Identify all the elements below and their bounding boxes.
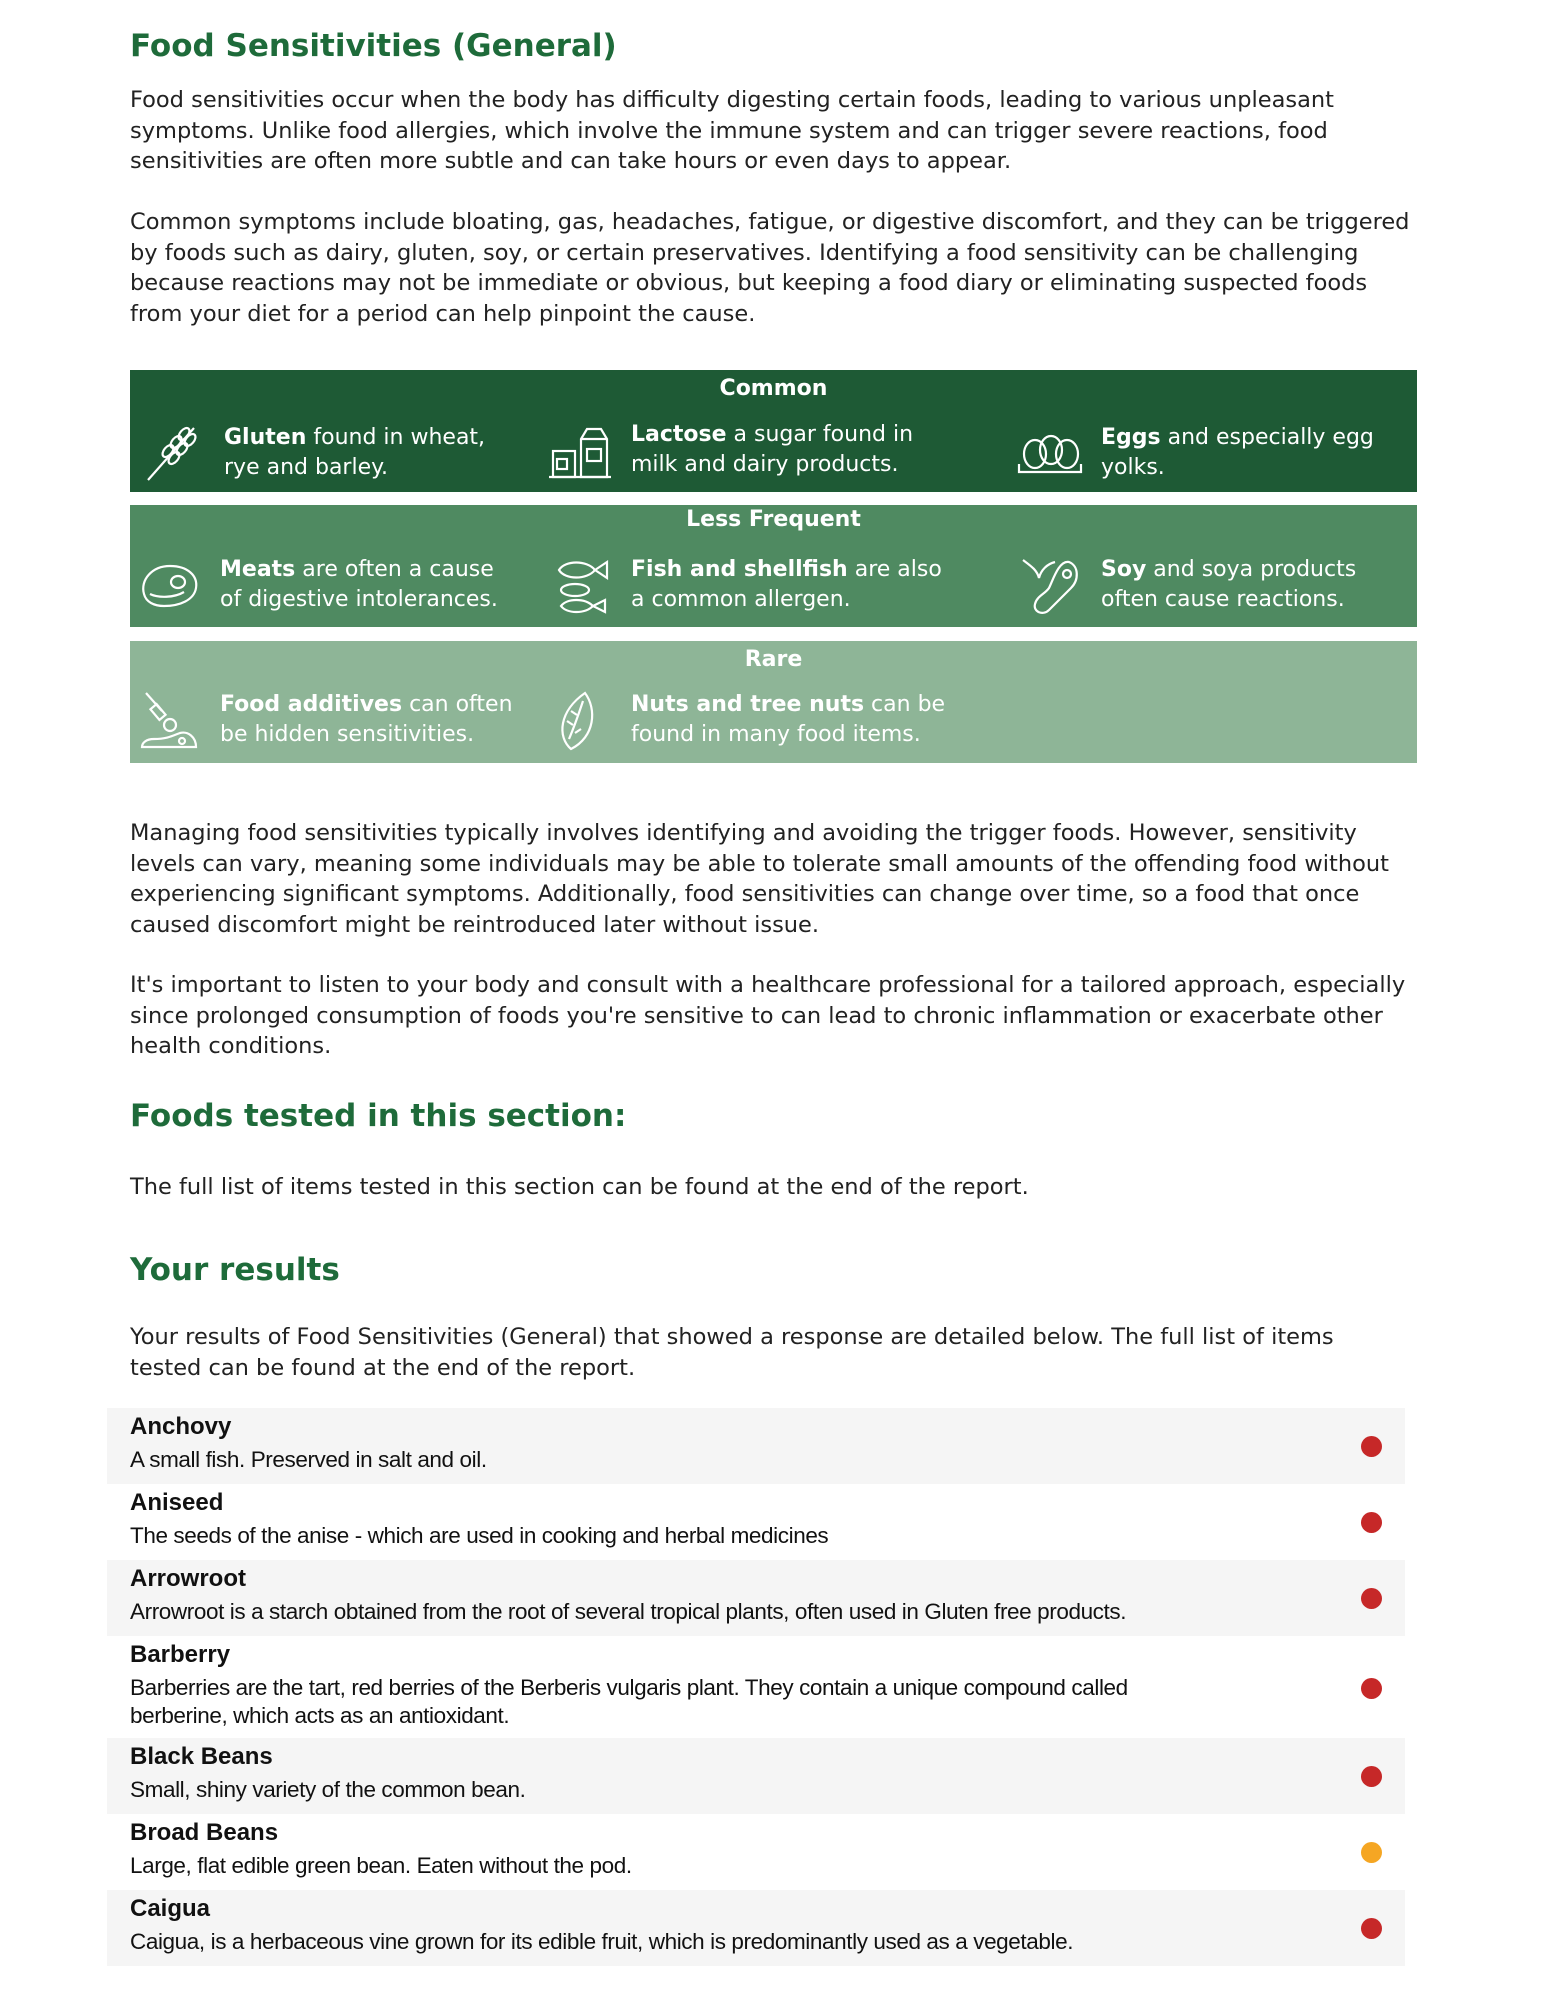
result-name: Aniseed xyxy=(130,1489,224,1516)
band-item-lactose xyxy=(545,415,931,485)
band-title: Rare xyxy=(744,647,803,672)
result-name: Black Beans xyxy=(130,1743,273,1770)
almond-icon xyxy=(545,685,615,755)
status-dot xyxy=(1361,1842,1382,1863)
band-title: Less Frequent xyxy=(686,507,861,532)
result-row xyxy=(107,1890,1405,1966)
band-item-eggs xyxy=(1015,418,1401,488)
results-heading: Your results xyxy=(130,1252,340,1288)
result-name: Barberry xyxy=(130,1641,231,1668)
band-common xyxy=(130,370,1417,492)
additives-icon xyxy=(134,685,204,755)
manage-paragraph-2: It's important to listen to your body and consult with a healthcare professional for a tailored approach, especially since prolonged consumption of foods you're sensitive to can lead to chronic inflammation or exacerbate other health conditions. xyxy=(130,972,1406,1059)
band-item-soy xyxy=(1015,550,1401,620)
band-item-text: Meats are often a cause of digestive intolerances. xyxy=(220,557,498,612)
wheat-icon xyxy=(138,418,208,488)
manage-paragraph-1: Managing food sensitivities typically involves identifying and avoiding the trigger foods. However, sensitivity levels can vary, meaning some individuals may be able to tolerate small amounts of the offending food without experiencing significant symptoms. Additionally, food sensitivities can change over time, so a food that once caused discomfort might be reintroduced later without issue. xyxy=(130,820,1389,938)
seafood-icon xyxy=(545,550,615,620)
result-row xyxy=(107,1408,1405,1484)
milk-icon xyxy=(545,415,615,485)
status-dot xyxy=(1361,1512,1382,1533)
result-description: Caigua, is a herbaceous vine grown for its edible fruit, which is predominantly used as a vegetable. xyxy=(130,1929,1074,1954)
result-row xyxy=(107,1738,1405,1814)
result-description: Barberries are the tart, red berries of the Berberis vulgaris plant. They contain a unique compound called berberine, which acts as an antioxidant. xyxy=(130,1675,1128,1728)
band-item-meats xyxy=(134,550,520,620)
result-description: The seeds of the anise - which are used in cooking and herbal medicines xyxy=(130,1523,829,1548)
result-description: Arrowroot is a starch obtained from the root of several tropical plants, often used in Gluten free products. xyxy=(130,1599,1127,1624)
band-item-fish xyxy=(545,550,951,620)
status-dot xyxy=(1361,1588,1382,1609)
result-description: A small fish. Preserved in salt and oil. xyxy=(130,1447,487,1472)
band-item-text: Gluten found in wheat, rye and barley. xyxy=(224,425,486,480)
result-row xyxy=(107,1560,1405,1636)
band-title: Common xyxy=(719,376,828,401)
result-row xyxy=(107,1484,1405,1560)
tested-heading: Foods tested in this section: xyxy=(130,1098,627,1134)
steak-icon xyxy=(134,550,204,620)
band-item-text: Eggs and especially egg yolks. xyxy=(1101,425,1374,480)
band-item-text: Food additives can often be hidden sensitivities. xyxy=(220,692,513,747)
status-dot xyxy=(1361,1678,1382,1699)
result-name: Arrowroot xyxy=(130,1565,246,1592)
intro-paragraph-1: Food sensitivities occur when the body has difficulty digesting certain foods, leading to various unpleasant symptoms. Unlike food allergies, which involve the immune system and can trigger severe reactions, food sensitivities are often more subtle and can take hours or even days to appear. xyxy=(130,87,1334,174)
result-description: Small, shiny variety of the common bean. xyxy=(130,1777,526,1802)
result-row xyxy=(107,1636,1405,1738)
status-dot xyxy=(1361,1766,1382,1787)
status-dot xyxy=(1361,1918,1382,1939)
result-row xyxy=(107,1814,1405,1890)
eggs-icon xyxy=(1015,418,1085,488)
band-item-nuts xyxy=(545,685,951,755)
band-item-additives xyxy=(134,685,530,755)
result-name: Caigua xyxy=(130,1895,211,1922)
band-item-text: Fish and shellfish are also a common allergen. xyxy=(631,557,942,612)
band-item-text: Lactose a sugar found in milk and dairy products. xyxy=(631,422,914,477)
status-dot xyxy=(1361,1436,1382,1457)
soybean-icon xyxy=(1015,550,1085,620)
band-rare xyxy=(130,641,1417,763)
result-name: Anchovy xyxy=(130,1413,232,1440)
section-heading: Food Sensitivities (General) xyxy=(130,28,617,64)
result-description: Large, flat edible green bean. Eaten without the pod. xyxy=(130,1853,632,1878)
band-item-gluten xyxy=(138,418,514,488)
intro-paragraph-2: Common symptoms include bloating, gas, headaches, fatigue, or digestive discomfort, and they can be triggered by foods such as dairy, gluten, soy, or certain preservatives. Identifying a food sensitivity can be challenging because reactions may not be immediate or obvious, but keeping a food diary or eliminating suspected foods from your diet for a period can help pinpoint the cause. xyxy=(130,209,1410,327)
result-name: Broad Beans xyxy=(130,1819,279,1846)
band-item-text: Nuts and tree nuts can be found in many food items. xyxy=(631,692,946,747)
tested-paragraph: The full list of items tested in this section can be found at the end of the report. xyxy=(130,1174,1029,1200)
band-less-frequent xyxy=(130,505,1417,627)
band-item-text: Soy and soya products often cause reactions. xyxy=(1101,557,1357,612)
results-paragraph: Your results of Food Sensitivities (General) that showed a response are detailed below. The full list of items tested can be found at the end of the report. xyxy=(130,1324,1334,1381)
